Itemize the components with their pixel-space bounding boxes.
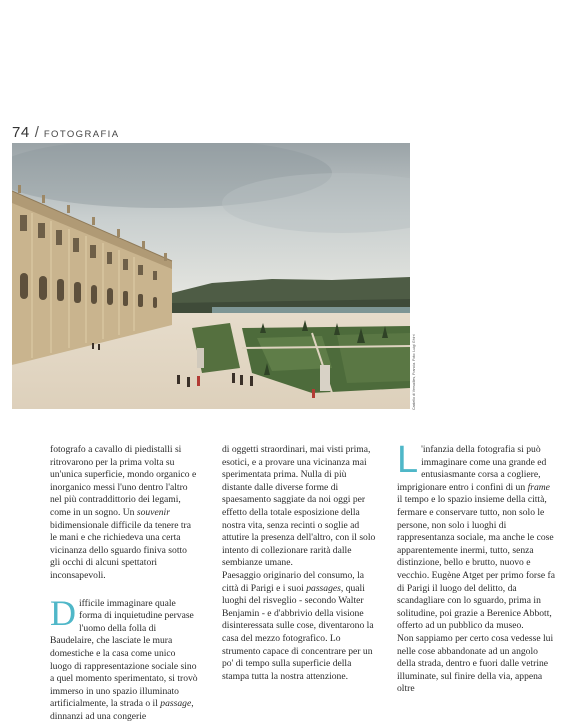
col1-paragraph-2: Difficile immaginare quale forma di inquietudine pervase l'uomo della folla di Baudelaire, che lasciate le mura domestiche e la casa come unico luogo di rappresentazione sociale sino a quel momento sperimentato, si trovò immerso in uno spazio illuminato artificialmente, la strada o il passage, dinnanzi ad una congerie	[50, 592, 198, 722]
section-title: FOTOGRAFIA	[43, 129, 120, 140]
col2-paragraph-1: di oggetti straordinari, mai visti prima, esotici, e a provare una vicinanza mai sperimentata prima. Nulla di più distante dalle diverse forme di spaesamento saggiate da noi oggi per effetto della totale esposizione della nostra vita, senza recinti o soglie ad attutire la presenza dell'altro, con il solo intento di collezionare rarità dalle sembianze umane.	[222, 444, 376, 569]
photo-credit: Castello di Versailles, Francia. Foto: Luigi Ghirri	[412, 334, 416, 410]
page-number: 74	[12, 124, 30, 141]
text-column-1	[50, 444, 198, 723]
text-column-2	[222, 444, 378, 683]
text-column-3	[397, 439, 557, 696]
col2-paragraph-2: Paesaggio originario del consumo, la città di Parigi e i suoi passages, quali luoghi del risveglio - secondo Walter Benjamin - e d'abbrivio della visione disinteressata sulle cose, diventarono la casa del mezzo fotografico. Lo strumento capace di concentrare per un po' di tempo sulla superficie della stampa tutta la nostra attenzione.	[222, 569, 374, 682]
col1-paragraph-1: fotografo a cavallo di piedistalli si ritrovarono per la prima volta su un'unica superficie, mondo organico e inorganico messi l'uno dentro l'altro nel più contraddittorio dei legami, come in un sogno. Un souvenir bidimensionale difficile da tenere tra le mani e che richiedeva una certa vicinanza dello sguardo finiva sotto gli occhi di alcuni spettatori inconsapevoli.	[50, 444, 197, 581]
header-slash: /	[34, 124, 39, 141]
versailles-photo	[12, 143, 410, 409]
col3-paragraph-2: Non sappiamo per certo cosa vedesse lui nelle cose abbandonate ad un angolo della strada, dentro e fuori dalle vetrine illuminate, sul finire della via, appena oltre	[397, 632, 554, 695]
col3-paragraph-1: L 'infanzia della fotografia si può immaginare come una grande ed entusiasmante corsa a cogliere, imprigionare entro i confini di un frame il tempo e lo spazio insieme della città, fermare e conservare tutto, non solo le persone, non solo i luoghi di rappresentanza sociale, ma anche le cose apparentemente inermi, tutto, senza distinzione, bello e brutto, nuovo e vecchio. Eugène Atget per primo forse fa di Parigi il luogo del delitto, da scandagliare con lo sguardo, prima in solitudine, poi grazie a Berenice Abbott, offerto ad un pubblico da museo.	[397, 439, 555, 632]
page-header	[12, 124, 119, 142]
dropcap-d: D	[50, 592, 76, 633]
dropcap-l: L	[397, 439, 419, 481]
